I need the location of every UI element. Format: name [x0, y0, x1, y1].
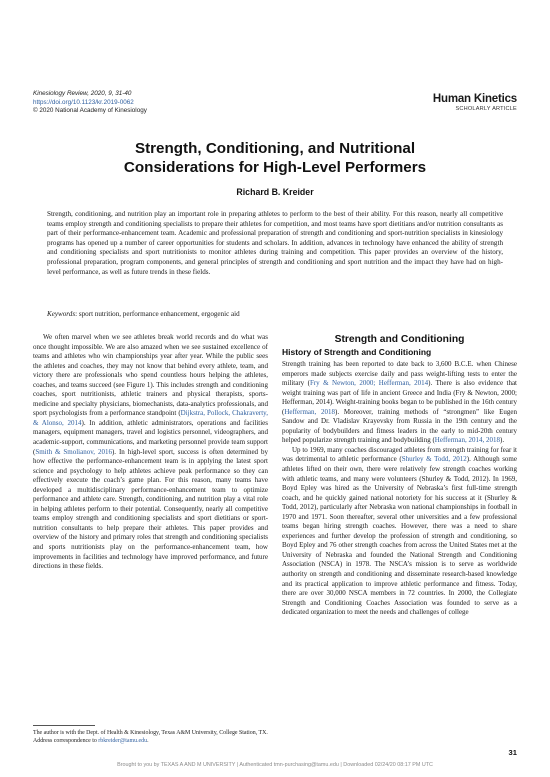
article-title [0, 140, 550, 177]
email-link[interactable]: rbkreider@tamu.edu [98, 738, 148, 745]
section-heading: Strength and Conditioning [334, 334, 465, 345]
citation-link[interactable]: Smith & Smolianov, 2016 [35, 447, 112, 456]
citation-link[interactable]: Hefferman, 2014, 2018 [434, 436, 500, 445]
text-run: ). In high-level sport, success is often determined by how effective the performance-enhancement team is in applying the latest sport science and psychology to help athletes achieve peak performance so they can effectively execute the coach’s game plan. For this reason, many teams have developed a multidisciplinary performance-enhancement team to optimize performance and athlete care. Strength, conditioning, and nutrition play a vital role in helping athletes perform to their potential. Consequently, nearly all competitive teams employ strength and conditioning specialists and sport dietitians or sport-nutrition consultants to help prepare their athletes. This paper provides and overview of the history and primary roles that strength and conditioning specialists and sports nutritionists play on the performance-enhancement team, how improvements in facilities and technology have improved performance, and future directions in these fields. [33, 447, 268, 571]
text-run: ). There is also evidence that weight training was part of life in ancient Greece and India (Fry & Newton, 2000; Hefferman, 2014). Weight-training books began to be published in the 16th century ( [282, 379, 518, 416]
publisher-logo: Human Kinetics [432, 93, 517, 105]
text-run: . [147, 738, 149, 745]
history-paragraph-1 [282, 360, 517, 446]
right-column [282, 333, 517, 618]
text-run: We often marvel when we see athletes break world records and do what was once thought impossible. We are also amazed when we see sustained excellence of teams and athletes who win championships year after year. While the public sees the athletes and coaches, they may not know that behind every athlete, team, and victory there are professionals who spend countless hours helping the athletes, coaches, and teams succeed (see Figure 1). This includes strength and conditioning coaches, sport nutritionists, athletic trainers and physical therapists, sports-medicine and specialty physicians, biomechanists, data-analytics professionals, and sport psychologists from a performance standpoint ( [33, 333, 268, 418]
history-paragraph-2 [282, 446, 517, 618]
text-run: Strength training has been reported to date back to 3,600 B.C.E. when Chinese emperors made subjects exercise daily and pass weight-lifting tests to enter the military ( [282, 360, 517, 388]
text-run: ). In addition, athletic administrators, operations and facilities managers, equipment managers, travel and logistics personnel, videographers, and academic-support, communications, and marketing personnel provide team support ( [33, 418, 268, 456]
text-run: Up to 1969, many coaches discouraged athletes from strength training for fear it was detrimental to athletic performance ( [282, 445, 517, 464]
footnote-divider [33, 725, 95, 726]
journal-citation: Kinesiology Review, 2020, 9, 31-40 [33, 90, 132, 97]
citation-link[interactable]: Dijkstra, Pollock, Chakraverty, & Alonso, 2014 [33, 409, 268, 427]
title-line-2: Considerations for High-Level Performers [123, 158, 427, 176]
author-name: Richard B. Kreider [236, 187, 314, 197]
article-type-label: SCHOLARLY ARTICLE [455, 106, 517, 112]
doi-link[interactable]: https://doi.org/10.1123/kr.2019-0062 [33, 98, 134, 106]
keywords-label: Keywords [47, 310, 76, 318]
text-run: ). Moreover, training methods of “strongmen” like Eugen Sandow and Dr. Vladislav Krayevsky from Russia in the 19th century and the popularity of bodybuilders and fitness leaders in the early to mid-20th century helped popularize strength training and bodybuilding ( [282, 407, 517, 445]
text-run: The author is with the Dept. of Health & Kinesiology, Texas A&M University, College Station, TX. Address correspondence to [33, 730, 268, 745]
citation-link[interactable]: Shurley & Todd, 2012 [401, 455, 467, 464]
keywords-list: : sport nutrition, performance enhancement, ergogenic aid [75, 310, 240, 318]
author-footnote [33, 729, 268, 745]
left-column [33, 333, 268, 572]
copyright-line: © 2020 National Academy of Kinesiology [33, 107, 147, 115]
citation-link[interactable]: Fry & Newton, 2000; Hefferman, 2014 [309, 379, 429, 388]
title-line-1: Strength, Conditioning, and Nutritional [134, 140, 416, 157]
citation-link[interactable]: Hefferman, 2018 [284, 407, 336, 416]
publisher-block [433, 93, 517, 112]
abstract: Strength, conditioning, and nutrition play an important role in preparing athletes to perform to the best of their ability. For this reason, nearly all competitive teams employ strength and conditioning specialists to prepare their athletes for competition, and most teams have sport dietitians and/or nutrition consultants as part of their performance-enhancement team. Academic and professional preparation of strength and conditioning and sport-nutrition specialists in kinesiology programs has opened up a number of career opportunities for students and scholars. In addition, advances in technology have enhanced the ability of strength and conditioning specialists and sport nutritionists to monitor athletes during training and competition. This paper provides an overview of the history, professional preparation, program components, and general principles of strength and conditioning and sport nutrition and the impact they have had on high-level performance, as well as future trends in these fields. [47, 210, 503, 276]
page-number: 31 [508, 748, 517, 757]
journal-header [33, 90, 147, 116]
subsection-heading: History of Strength and Conditioning [282, 347, 432, 357]
keywords [47, 310, 503, 320]
text-run: ). Although some athletes lifted on their own, there were relatively few strength coaches working with athletic teams, and many were volunteers (Shurley & Todd, 2012). In 1969, Boyd Epley was hired as the University of Nebraska’s first full-time strength coach, and he quickly gained national notoriety for his success at it (Shurley & Todd, 2012), particularly after Nebraska won national championships in football in 1970 and 1971. Soon thereafter, several other universities and a few professional teams began hiring strength coaches. However, there was a need to share experiences and further develop the profession of strength and conditioning, so Boyd Epley and 76 other strength coaches from across the United States met at the University of Nebraska and founded the National Strength and Conditioning Association (NSCA) in 1978. The NSCA’s mission is to serve as worldwide authority on strength and conditioning and disseminate research-based knowledge and its practical application to improve athletic performance and fitness. Today, there are over 30,000 NSCA members in 72 countries. In 2000, the Collegiate Strength and Conditioning Coaches Association was founded to serve as a dedicated organization to meet the needs and challenges of college [282, 455, 517, 617]
download-notice: Brought to you by TEXAS A AND M UNIVERSITY | Authenticated tmn-purchasing@tamu.edu | Downloaded 02/24/20 08:17 PM UTC [117, 762, 433, 768]
intro-paragraph [33, 333, 268, 572]
text-run: ). [499, 436, 505, 445]
